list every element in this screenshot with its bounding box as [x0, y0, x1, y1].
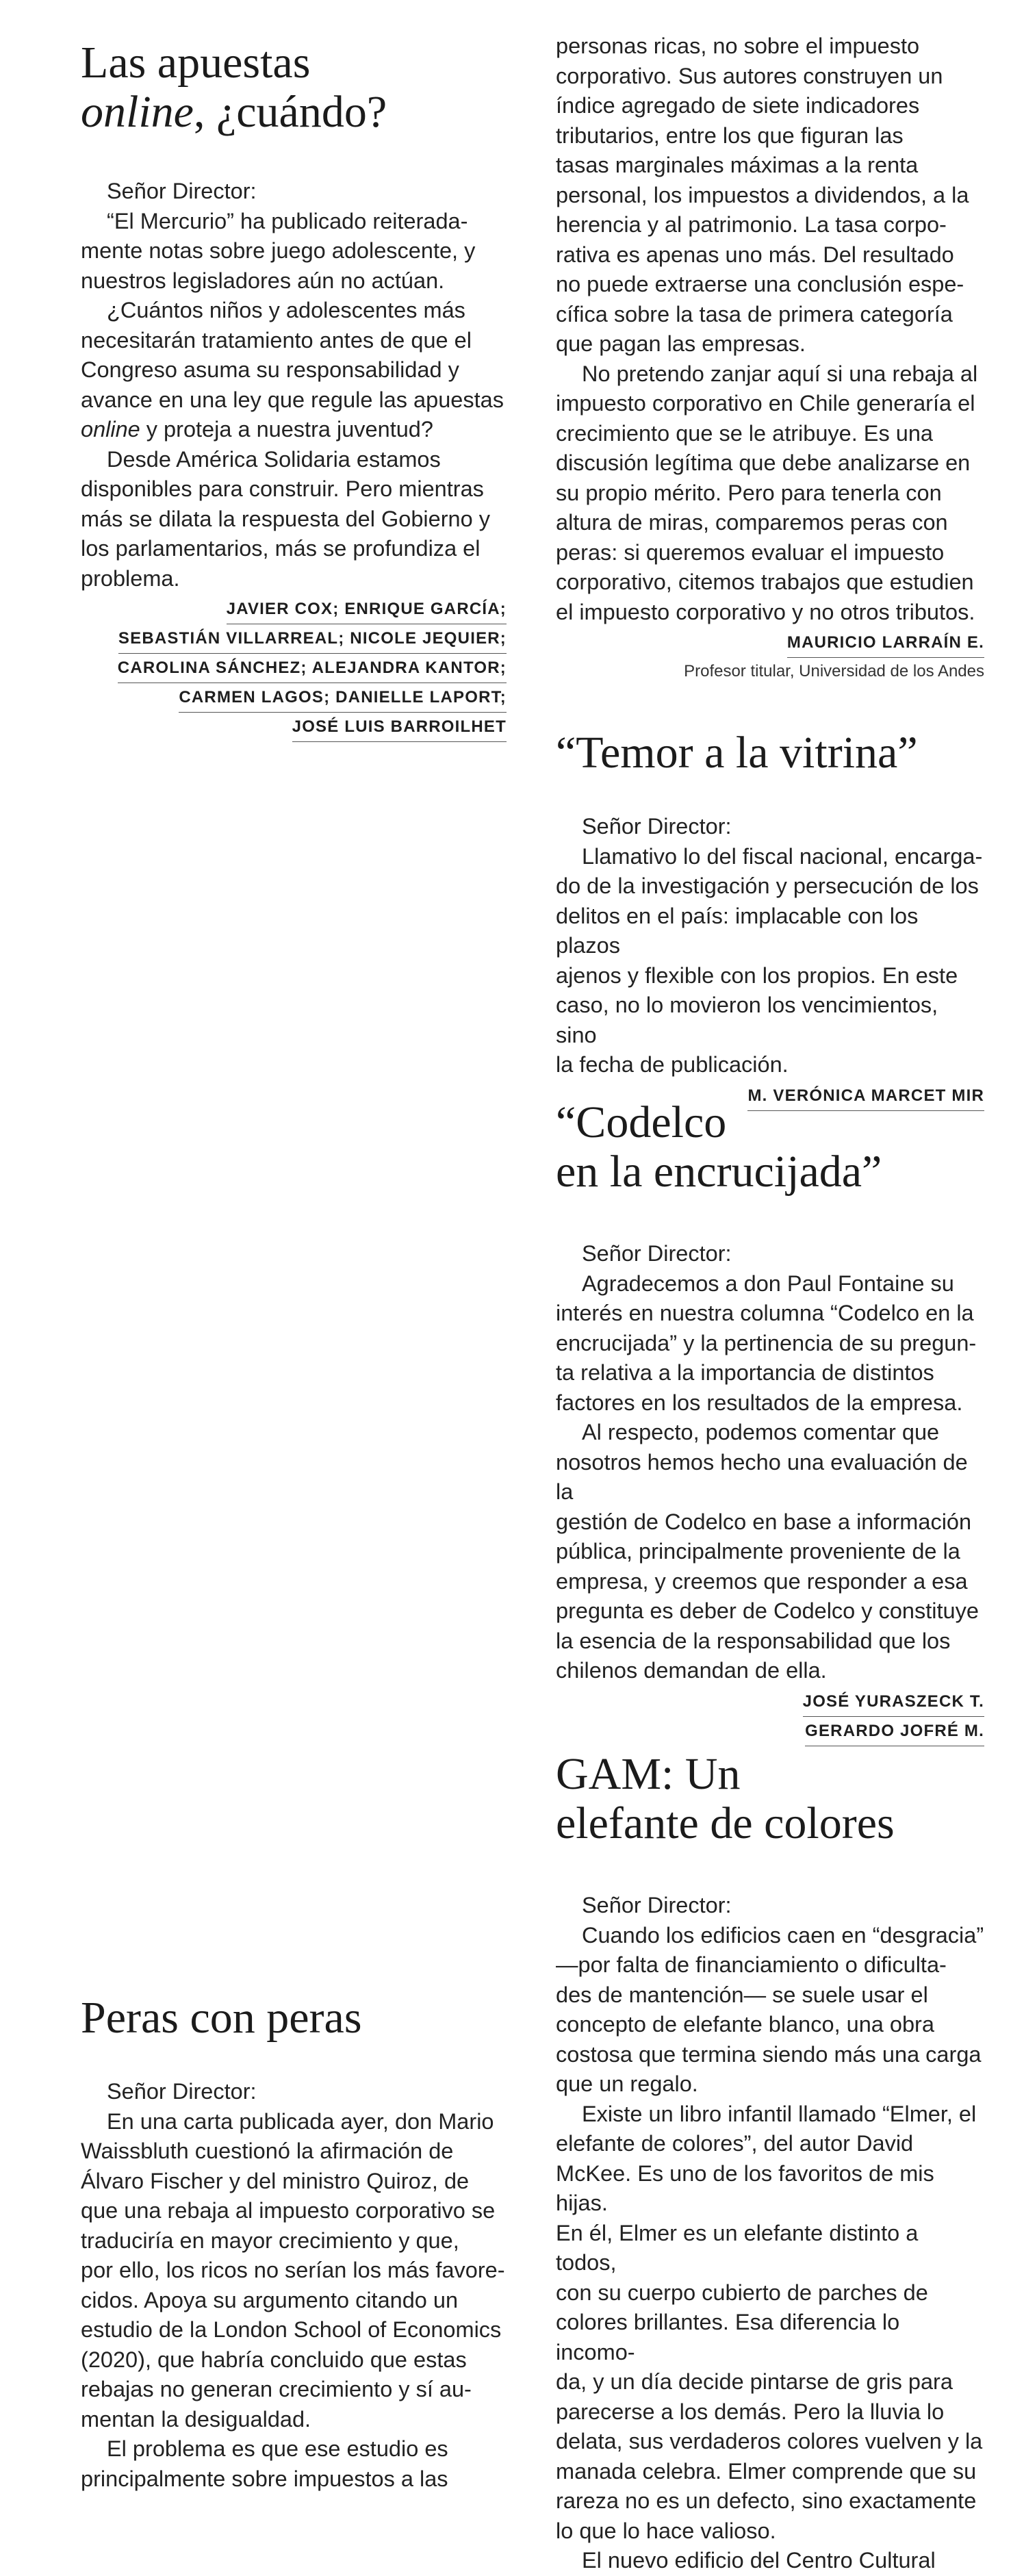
signature: CARMEN LAGOS; DANIELLE LAPORT;	[179, 685, 507, 713]
signature-block	[81, 596, 507, 742]
paragraph: Agradecemos a don Paul Fontaine su interés en nuestra columna “Codelco en la encrucijada” y la pertinencia de su pregun- ta relativa a la importancia de distintos factores en los resultados de la empresa.	[556, 1271, 977, 1415]
letter-peras-continued	[556, 31, 984, 683]
paragraph: Cuando los edificios caen en “desgracia” —por falta de financiamiento o dificulta- des de mantención— se suele usar el concepto de elefante blanco, una obra costosa que termina siendo más una carga que un regalo.	[556, 1922, 984, 2096]
paragraph: Llamativo lo del fiscal nacional, encarga- do de la investigación y persecución de los delitos en el país: implacable con los plazos ajenos y flexible con los propios. En este caso, no lo movieron los vencimientos, sino la fecha de publicación.	[556, 843, 983, 1077]
signature: MAURICIO LARRAÍN E.	[787, 630, 984, 658]
title-rest: , ¿cuándo?	[193, 87, 387, 137]
author-role: Profesor titular, Universidad de los Andes	[684, 662, 984, 680]
left-column	[81, 0, 507, 2549]
title-line-2: elefante de colores	[556, 1798, 895, 1848]
paragraph: “El Mercurio” ha publicado reiterada- mente notas sobre juego adolescente, y nuestros legisladores aún no actúan.	[81, 208, 476, 293]
letter-title	[556, 1098, 984, 1197]
signature: M. VERÓNICA MARCET MIR	[747, 1083, 984, 1111]
letter-title	[556, 1750, 984, 1848]
letter-apuestas-online	[81, 38, 507, 742]
letter-title	[81, 38, 507, 137]
right-column	[556, 0, 984, 2573]
paragraph: Al respecto, podemos comentar que nosotros hemos hecho una evaluación de la gestión de Codelco en base a información pública, principalmente proveniente de la empresa, y creemos que responder a esa pregunta es deber de Codelco y constituye la esencia de la responsabilidad que los chilenos demandan de ella.	[556, 1420, 979, 1683]
text-run: ¿Cuántos niños y adolescentes más necesitarán tratamiento antes de que el Congreso asuma su responsabilidad y avance en una ley que regule las apuestas	[81, 298, 504, 412]
salutation: Señor Director:	[107, 179, 257, 203]
letter-body	[556, 1891, 984, 2576]
paragraph: Desde América Solidaria estamos disponibles para construir. Pero mientras más se dilata la respuesta del Gobierno y los parlamentarios, más se profundiza el problema.	[81, 446, 490, 591]
letter-temor-a-la-vitrina	[556, 728, 984, 1111]
salutation: Señor Director:	[107, 2079, 257, 2104]
letter-gam-elefante	[556, 1750, 984, 2576]
salutation: Señor Director:	[582, 814, 732, 839]
italic-run: online	[81, 417, 140, 442]
signature: CAROLINA SÁNCHEZ; ALEJANDRA KANTOR;	[118, 655, 507, 683]
letter-codelco-encrucijada	[556, 1098, 984, 1746]
letter-body	[81, 177, 507, 594]
paragraph: Existe un libro infantil llamado “Elmer, el elefante de colores”, del autor David McKee. Es uno de los favoritos de mis hijas. En él, Elmer es un elefante distinto a todos, con su cuerpo cubierto de parches de colores brillantes. Esa diferencia lo incomo- da, y un día decide pintarse de gris para parecerse a los demás. Pero la lluvia lo delata, sus verdaderos colores vuelven y la manada celebra. Elmer comprende que su rareza no es un defecto, sino exactamente lo que lo hace valioso.	[556, 2101, 983, 2543]
title-line-1: “Codelco	[556, 1097, 727, 1147]
salutation: Señor Director:	[582, 1241, 732, 1266]
title-line-1: Las apuestas	[81, 38, 311, 88]
letter-body	[556, 812, 984, 1080]
signature: JOSÉ LUIS BARROILHET	[292, 714, 507, 742]
letter-body	[556, 1239, 984, 1686]
letter-title: “Temor a la vitrina”	[556, 728, 918, 778]
paragraph: El problema es que ese estudio es principalmente sobre impuestos a las	[81, 2436, 448, 2491]
paragraph: El nuevo edificio del Centro Cultural	[582, 2548, 936, 2573]
salutation: Señor Director:	[582, 1893, 732, 1917]
signature-block	[556, 630, 984, 658]
signature: JAVIER COX; ENRIQUE GARCÍA;	[227, 596, 507, 624]
title-italic: online	[81, 87, 194, 137]
title-line-1: GAM: Un	[556, 1749, 741, 1799]
letter-body	[81, 2077, 507, 2494]
paragraph: No pretendo zanjar aquí si una rebaja al impuesto corporativo en Chile generaría el crecimiento que se le atribuye. Es una discusión legítima que debe analizarse en su propio mérito. Pero para tenerla con altura de miras, comparemos peras con peras: si queremos evaluar el impuesto corporativo, citemos trabajos que estudien el impuesto corporativo y no otros tributos.	[556, 361, 978, 624]
signature-block	[556, 1689, 984, 1746]
paragraph: personas ricas, no sobre el impuesto corporativo. Sus autores construyen un índice agregado de siete indicadores tributarios, entre los que figuran las tasas marginales máximas a la renta personal, los impuestos a dividendos, a la herencia y al patrimonio. La tasa corpo- rativa es apenas uno más. Del resultado no puede extraerse una conclusión espe- cífica sobre la tasa de primera categoría que pagan las empresas.	[556, 34, 969, 356]
letter-body	[556, 31, 984, 627]
title-line-2: en la encrucijada”	[556, 1147, 882, 1197]
text-run: y proteja a nuestra juventud?	[140, 417, 433, 442]
signature: GERARDO JOFRÉ M.	[805, 1718, 984, 1746]
signature: JOSÉ YURASZECK T.	[803, 1689, 984, 1717]
paragraph: En una carta publicada ayer, don Mario Waissbluth cuestionó la afirmación de Álvaro Fischer y del ministro Quiroz, de que una rebaja al impuesto corporativo se traduciría en mayor crecimiento y que, por ello, los ricos no serían los más favore- cidos. Apoya su argumento citando un estudio de la London School of Economics (2020), que habría concluido que estas rebajas no generan crecimiento y sí au- mentan la desigualdad.	[81, 2108, 505, 2432]
paragraph	[81, 296, 507, 445]
signature: SEBASTIÁN VILLARREAL; NICOLE JEQUIER;	[118, 626, 507, 654]
letter-title: Peras con peras	[81, 1993, 362, 2043]
letter-peras-con-peras	[81, 1993, 507, 2494]
